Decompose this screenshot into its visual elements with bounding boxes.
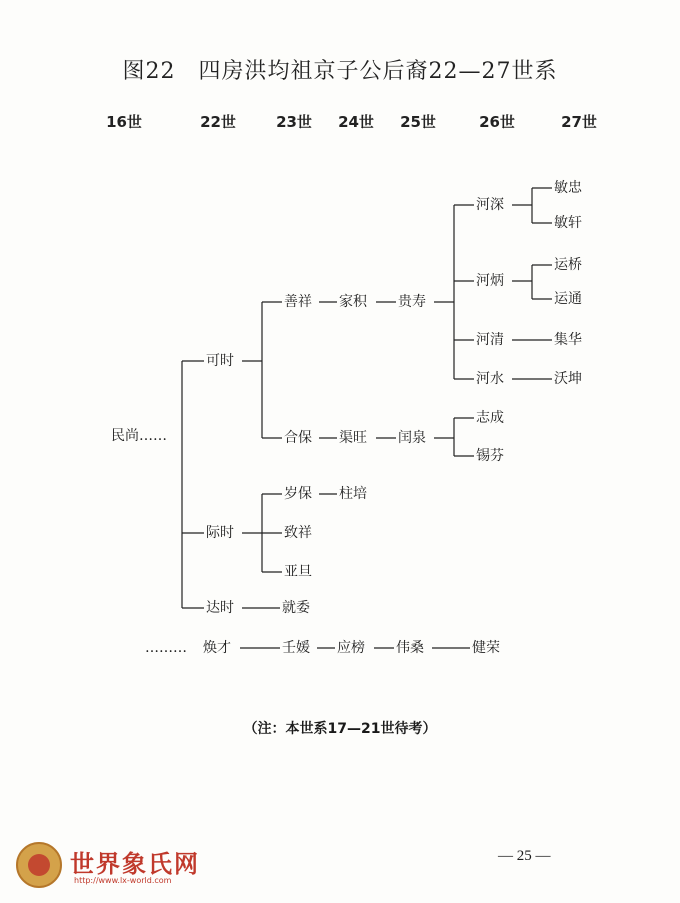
person-guishou: 贵寿 xyxy=(398,294,426,310)
person-suibao: 岁保 xyxy=(284,486,312,502)
site-logo xyxy=(12,838,222,894)
generation-header-24: 24世 xyxy=(338,113,374,131)
logo-seal-icon xyxy=(16,842,62,888)
person-dashi: 达时 xyxy=(206,600,234,616)
generation-header-27: 27世 xyxy=(561,113,597,131)
person-renyuan: 壬媛 xyxy=(282,640,310,656)
person-runquan: 闰泉 xyxy=(398,430,426,446)
generation-header-16: 16世 xyxy=(106,113,142,131)
person-zhicheng: 志成 xyxy=(476,410,504,426)
footnote: （注：本世系17—21世待考） xyxy=(243,721,437,737)
person-minxuan: 敏轩 xyxy=(554,215,582,231)
person-jihua: 集华 xyxy=(554,332,582,348)
person-zhixiang: 致祥 xyxy=(284,525,312,541)
person-heshui: 河水 xyxy=(476,371,504,387)
person-yadan: 亚旦 xyxy=(284,564,312,580)
generation-header-25: 25世 xyxy=(400,113,436,131)
person-minshang: 民尚…… xyxy=(111,428,167,444)
person-xifen: 锡芬 xyxy=(476,448,504,464)
logo-name: 世界象氏网 xyxy=(70,849,200,878)
page-number: — 25 — xyxy=(498,848,551,864)
person-jiaji: 家积 xyxy=(339,294,367,310)
person-shanxiang: 善祥 xyxy=(284,294,312,310)
generation-header-22: 22世 xyxy=(200,113,236,131)
person-jianrong: 健荣 xyxy=(472,640,500,656)
person-heshen: 河深 xyxy=(476,197,504,213)
person-hebao: 合保 xyxy=(284,430,312,446)
person-jiuwei: 就委 xyxy=(282,600,310,616)
person-zhupei: 柱培 xyxy=(339,486,367,502)
lead-dots: ……… xyxy=(145,640,187,656)
person-yuntong: 运通 xyxy=(554,291,582,307)
person-quwang: 渠旺 xyxy=(339,430,367,446)
person-huancai: 焕才 xyxy=(203,640,231,656)
person-keshi: 可时 xyxy=(206,353,234,369)
person-wokun: 沃坤 xyxy=(554,371,582,387)
logo-url: http://www.lx-world.com xyxy=(74,876,172,885)
person-minzhong: 敏忠 xyxy=(554,180,582,196)
page-title: 图22 四房洪均祖京子公后裔22—27世系 xyxy=(122,59,558,84)
person-yingbang: 应榜 xyxy=(337,640,365,656)
person-hebing: 河炳 xyxy=(476,273,504,289)
person-jishi: 际时 xyxy=(206,525,234,541)
person-yunqiao: 运桥 xyxy=(554,257,582,273)
person-heqing: 河清 xyxy=(476,332,504,348)
generation-header-23: 23世 xyxy=(276,113,312,131)
generation-header-26: 26世 xyxy=(479,113,515,131)
person-weisang: 伟桑 xyxy=(396,640,424,656)
